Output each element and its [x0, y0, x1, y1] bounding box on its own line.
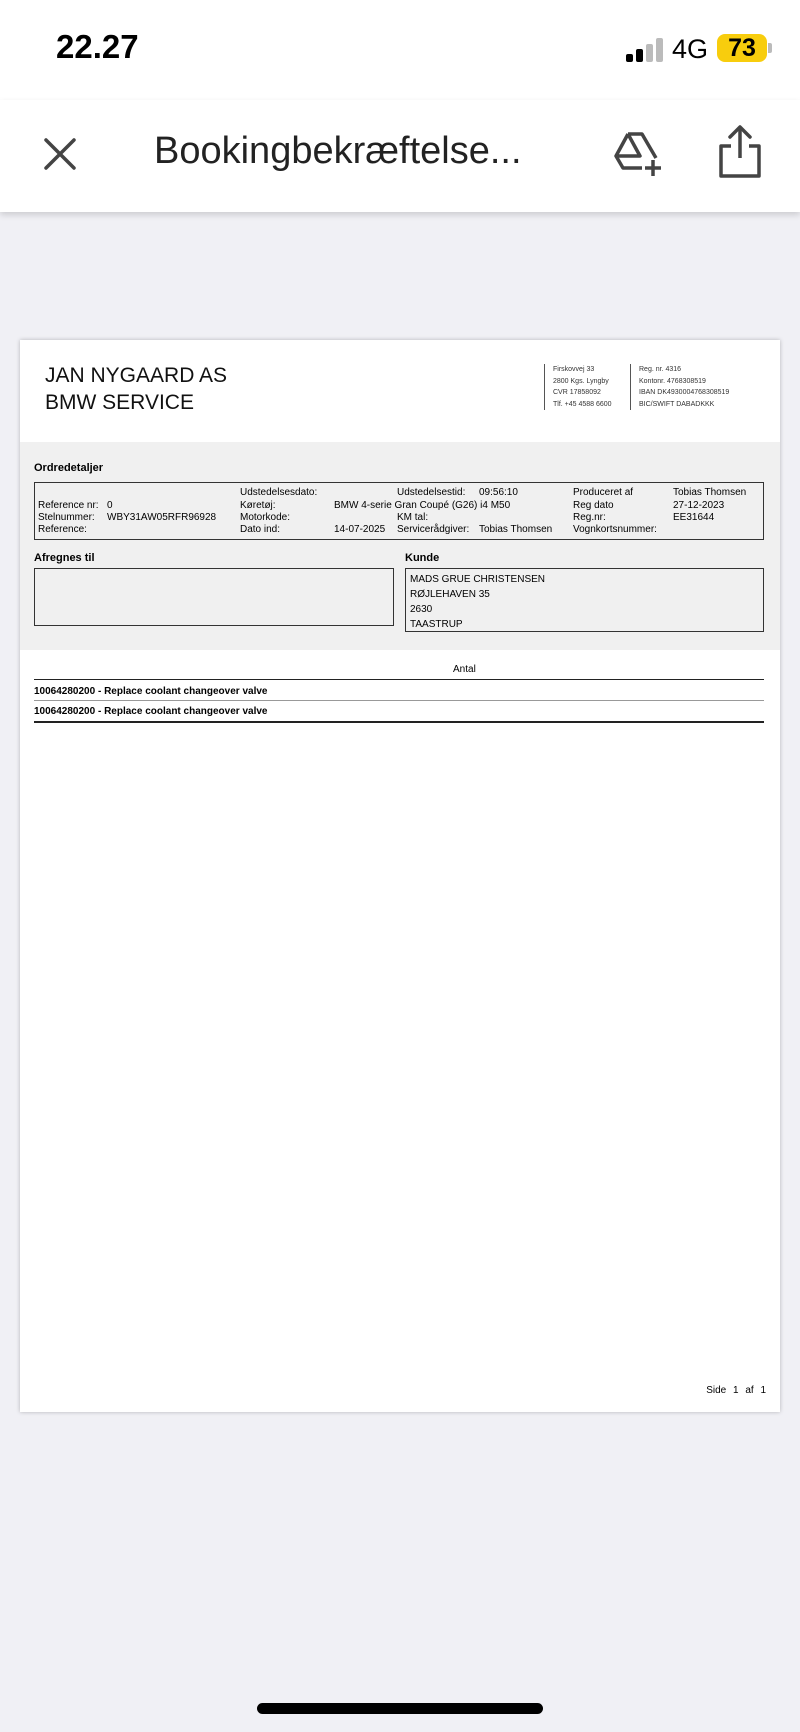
koretoj-label: Køretøj: — [240, 500, 276, 511]
produceret-label: Produceret af — [573, 487, 634, 498]
battery-tip — [768, 43, 772, 53]
company-address — [544, 364, 612, 410]
bank-line: IBAN DK4930004768308519 — [639, 389, 730, 396]
dato-ind-value: 14-07-2025 — [334, 524, 386, 535]
motorkode-label: Motorkode: — [240, 512, 291, 523]
customer-line: RØJLEHAVEN 35 — [410, 589, 490, 600]
km-label: KM tal: — [397, 512, 429, 523]
bank-line: Kontonr. 4768308519 — [639, 377, 706, 385]
reference-nr-value: 0 — [107, 500, 113, 511]
clock: 22.27 — [56, 28, 139, 65]
antal-header: Antal — [453, 664, 476, 675]
address-line: 2800 Kgs. Lyngby — [553, 377, 609, 385]
reference-label: Reference: — [38, 524, 87, 535]
divider — [34, 721, 764, 723]
line-item: 10064280200 - Replace coolant changeover valve — [34, 706, 268, 717]
customer-line: MADS GRUE CHRISTENSEN — [410, 574, 546, 585]
order-section — [20, 442, 780, 650]
order-title: Ordredetaljer — [34, 462, 104, 474]
address-line: Tlf. +45 4588 6600 — [553, 400, 612, 408]
status-bar — [0, 0, 800, 100]
cellular-signal-icon — [626, 38, 664, 62]
reg-dato-label: Reg dato — [573, 500, 614, 511]
company-line-1: JAN NYGAARD AS — [45, 364, 228, 387]
company-name — [45, 362, 227, 416]
bank-line: BIC/SWIFT DABADKKK — [639, 400, 715, 408]
line-item: 10064280200 - Replace coolant changeover valve — [34, 686, 268, 697]
home-indicator[interactable] — [257, 1703, 543, 1714]
network-type: 4G — [672, 34, 709, 64]
udstedelsesdato-label: Udstedelsesdato: — [240, 487, 318, 498]
customer-line: TAASTRUP — [410, 619, 463, 630]
page-title: Bookingbekræftelse... — [154, 130, 522, 172]
reg-nr-label: Reg.nr: — [573, 512, 606, 523]
reference-nr-label: Reference nr: — [38, 500, 99, 511]
reg-nr-value: EE31644 — [673, 512, 715, 523]
stelnummer-value: WBY31AW05RFR96928 — [107, 512, 217, 523]
page-number: Side 1 af 1 — [706, 1385, 766, 1396]
dato-ind-label: Dato ind: — [240, 524, 281, 535]
reg-dato-value: 27-12-2023 — [673, 500, 725, 511]
add-to-drive-icon[interactable] — [612, 126, 664, 178]
vognkort-label: Vognkortsnummer: — [573, 524, 657, 535]
udstedelsestid-label: Udstedelsestid: — [397, 487, 466, 498]
koretoj-value: BMW 4-serie Gran Coupé (G26) i4 M50 — [334, 500, 511, 511]
customer-line: 2630 — [410, 604, 433, 615]
serviceradgiver-label: Servicerådgiver: — [397, 524, 470, 535]
bank-line: Reg. nr. 4316 — [639, 366, 682, 373]
share-icon[interactable] — [715, 124, 765, 180]
udstedelsestid-value: 09:56:10 — [479, 487, 518, 498]
billing-box — [34, 568, 394, 626]
customer-title: Kunde — [405, 552, 440, 564]
bank-details — [630, 364, 729, 410]
document-page — [20, 340, 780, 1412]
battery-icon: 73 — [717, 34, 767, 62]
divider — [34, 679, 764, 680]
produceret-value: Tobias Thomsen — [673, 487, 747, 498]
close-icon[interactable] — [40, 134, 80, 174]
order-details-box — [34, 482, 764, 540]
company-line-2: BMW SERVICE — [45, 391, 194, 414]
nav-bar — [0, 100, 800, 212]
customer-box — [405, 568, 764, 632]
serviceradgiver-value: Tobias Thomsen — [479, 524, 553, 535]
billing-title: Afregnes til — [34, 552, 95, 564]
stelnummer-label: Stelnummer: — [38, 512, 95, 523]
address-line: CVR 17858092 — [553, 389, 601, 396]
divider — [34, 700, 764, 701]
address-line: Firskovvej 33 — [553, 366, 595, 373]
